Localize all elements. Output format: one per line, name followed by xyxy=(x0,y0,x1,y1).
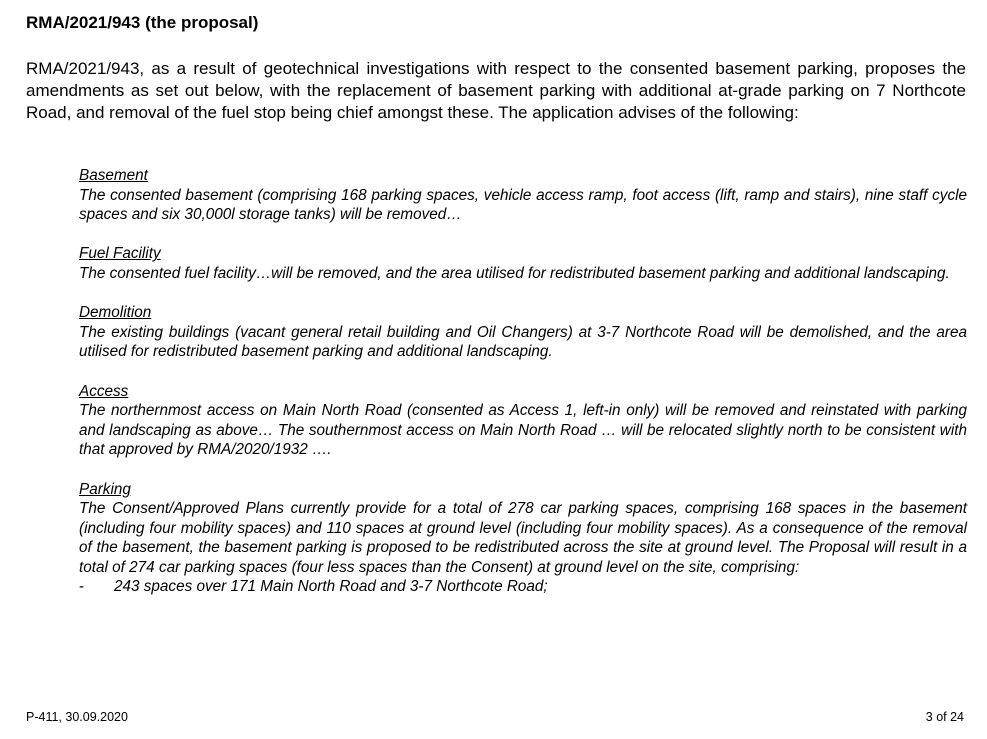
section-body-demolition: The existing buildings (vacant general retail building and Oil Changers) at 3-7 Northcote Road will be demolished, and the area utilised for redistributed basement parking and additional landscaping. xyxy=(79,323,967,361)
quote-section-basement xyxy=(79,166,967,225)
section-heading: RMA/2021/943 (the proposal) xyxy=(26,13,259,32)
parking-bullet-item xyxy=(79,577,967,597)
quote-section-parking xyxy=(79,480,967,598)
section-title-fuel-facility: Fuel Facility xyxy=(79,245,161,263)
section-body-fuel-facility: The consented fuel facility…will be removed, and the area utilised for redistributed basement parking and additional landscaping. xyxy=(79,264,950,282)
quote-section-fuel-facility xyxy=(79,244,967,283)
section-body-access: The northernmost access on Main North Road (consented as Access 1, left-in only) will be removed and reinstated with parking and landscaping as above… The southernmost access on Main North Road … will be relocated slightly north to be consistent with that approved by RMA/2020/1932 …. xyxy=(79,402,967,459)
bullet-dash: - xyxy=(79,578,85,596)
section-title-parking: Parking xyxy=(79,480,131,498)
section-title-access: Access xyxy=(79,382,129,400)
bullet-text: 243 spaces over 171 Main North Road and 3-7 Northcote Road; xyxy=(114,578,548,596)
footer-document-reference: P-411, 30.09.2020 xyxy=(26,710,128,724)
section-title-basement: Basement xyxy=(79,167,148,184)
quoted-application-block xyxy=(79,166,967,617)
footer-page-number: 3 of 24 xyxy=(925,710,964,724)
intro-paragraph: RMA/2021/943, as a result of geotechnical investigations with respect to the consented basement parking, proposes the amendments as set out below, with the replacement of basement parking with additional at-grade parking on 7 Northcote Road, and removal of the fuel stop being chief amongst these. The application advises of the following: xyxy=(26,59,966,122)
section-body-parking: The Consent/Approved Plans currently provide for a total of 278 car parking spaces, comprising 168 spaces in the basement (including four mobility spaces) and 110 spaces at ground level (including four mobility spaces). As a consequence of the removal of the basement, the basement parking is proposed to be redistributed across the site at ground level. The Proposal will result in a total of 274 car parking spaces (four less spaces than the Consent) at ground level on the site, comprising: xyxy=(79,500,967,576)
quote-section-access xyxy=(79,382,967,460)
quote-section-demolition xyxy=(79,303,967,362)
section-title-demolition: Demolition xyxy=(79,304,152,322)
section-body-basement: The consented basement (comprising 168 parking spaces, vehicle access ramp, foot access (lift, ramp and stairs), nine staff cycle spaces and six 30,000l storage tanks) will be removed… xyxy=(79,186,967,224)
